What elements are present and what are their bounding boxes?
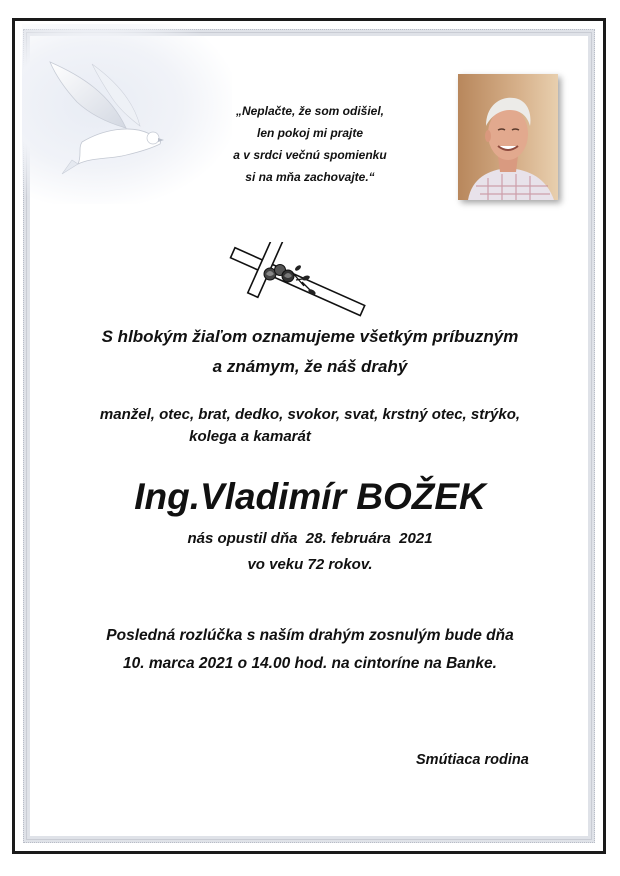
- cross-with-roses-icon: [222, 242, 372, 324]
- quote-line: „Neplačte, že som odišiel,: [235, 104, 385, 118]
- funeral-info: [0, 622, 620, 678]
- deceased-name: Ing.Vladimír BOŽEK: [134, 476, 486, 517]
- died-line: nás opustil dňa 28. februára 2021: [187, 530, 433, 547]
- cross-with-roses: [222, 242, 372, 329]
- portrait-photo: [458, 74, 558, 200]
- quote-line: si na mňa zachovajte.“: [245, 170, 375, 184]
- funeral-line: Posledná rozlúčka s naším drahým zosnulým bude dňa: [106, 627, 514, 644]
- quote-line: a v srdci večnú spomienku: [233, 148, 387, 162]
- announcement: [0, 322, 620, 382]
- funeral-line: 10. marca 2021 o 14.00 hod. na cintoríne na Banke.: [123, 655, 497, 672]
- quote-line: len pokoj mi prajte: [256, 126, 364, 140]
- announcement-line: a známym, že náš drahý: [212, 357, 408, 376]
- death-details: [0, 526, 620, 578]
- signature: Smútiaca rodina: [416, 752, 529, 768]
- relations-line: manžel, otec, brat, dedko, svokor, svat, krstný otec, strýko,: [99, 406, 521, 423]
- dove-illustration: [22, 24, 232, 204]
- family-relations: [0, 404, 620, 448]
- memorial-quote: [210, 100, 410, 188]
- announcement-line: S hlbokým žiaľom oznamujeme všetkým príbuzným: [101, 327, 519, 346]
- age-line: vo veku 72 rokov.: [247, 556, 373, 573]
- relations-line: kolega a kamarát: [189, 428, 311, 445]
- dove-icon: [22, 24, 232, 204]
